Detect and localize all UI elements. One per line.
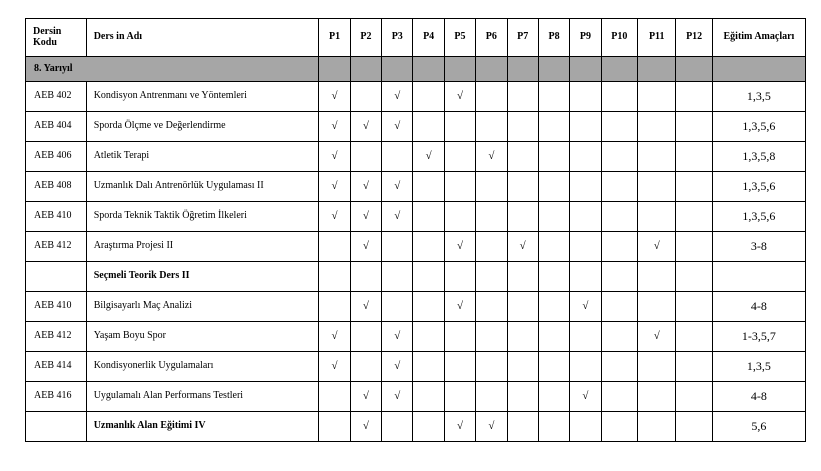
outcome-cell-p10 (601, 262, 637, 292)
outcome-cell-p5 (444, 112, 475, 142)
outcome-cell-p12 (676, 232, 712, 262)
empty-cell (382, 57, 413, 82)
outcome-cell-p10 (601, 172, 637, 202)
goals-cell (712, 262, 805, 292)
course-code: AEB 412 (26, 322, 87, 352)
header-p7: P7 (507, 19, 538, 57)
outcome-cell-p2 (350, 322, 381, 352)
header-course-code: Dersin Kodu (26, 19, 87, 57)
outcome-cell-p7 (507, 112, 538, 142)
outcome-cell-p10 (601, 412, 637, 442)
goals-cell: 4-8 (712, 382, 805, 412)
header-p3: P3 (382, 19, 413, 57)
header-p10: P10 (601, 19, 637, 57)
goals-cell: 1,3,5,8 (712, 142, 805, 172)
outcome-cell-p2 (350, 262, 381, 292)
outcome-cell-p7 (507, 262, 538, 292)
header-goals: Eğitim Amaçları (712, 19, 805, 57)
outcome-cell-p3: √ (382, 82, 413, 112)
course-code: AEB 404 (26, 112, 87, 142)
outcome-cell-p2: √ (350, 382, 381, 412)
course-name: Kondisyonerlik Uygulamaları (86, 352, 319, 382)
course-name: Atletik Terapi (86, 142, 319, 172)
outcome-cell-p7 (507, 82, 538, 112)
course-code: AEB 416 (26, 382, 87, 412)
outcome-cell-p6 (476, 202, 507, 232)
header-p4: P4 (413, 19, 444, 57)
table-row (26, 382, 806, 412)
outcome-cell-p2 (350, 352, 381, 382)
outcome-cell-p2: √ (350, 232, 381, 262)
outcome-cell-p11 (638, 172, 676, 202)
outcome-cell-p11 (638, 412, 676, 442)
outcome-cell-p12 (676, 112, 712, 142)
outcome-cell-p4 (413, 382, 444, 412)
course-code: AEB 414 (26, 352, 87, 382)
outcome-cell-p6: √ (476, 142, 507, 172)
outcome-cell-p7 (507, 382, 538, 412)
outcome-cell-p12 (676, 202, 712, 232)
outcome-cell-p8 (538, 412, 569, 442)
course-name: Sporda Teknik Taktik Öğretim İlkeleri (86, 202, 319, 232)
outcome-cell-p3 (382, 412, 413, 442)
outcome-cell-p12 (676, 172, 712, 202)
table-row (26, 232, 806, 262)
outcome-cell-p3: √ (382, 352, 413, 382)
goals-cell: 1,3,5,6 (712, 112, 805, 142)
outcome-cell-p2 (350, 82, 381, 112)
outcome-cell-p9 (570, 82, 601, 112)
outcome-cell-p5 (444, 142, 475, 172)
empty-cell (638, 57, 676, 82)
course-name: Bilgisayarlı Maç Analizi (86, 292, 319, 322)
course-name: Araştırma Projesi II (86, 232, 319, 262)
table-row (26, 112, 806, 142)
outcome-cell-p4 (413, 352, 444, 382)
outcome-cell-p4 (413, 112, 444, 142)
goals-cell: 5,6 (712, 412, 805, 442)
outcome-cell-p6 (476, 322, 507, 352)
outcome-cell-p6 (476, 262, 507, 292)
outcome-cell-p9 (570, 262, 601, 292)
outcome-cell-p8 (538, 352, 569, 382)
outcome-cell-p2: √ (350, 112, 381, 142)
outcome-cell-p3: √ (382, 202, 413, 232)
outcome-cell-p6 (476, 232, 507, 262)
outcome-cell-p5: √ (444, 412, 475, 442)
outcome-cell-p4 (413, 232, 444, 262)
course-name: Uzmanlık Dalı Antrenörlük Uygulaması II (86, 172, 319, 202)
outcome-cell-p9: √ (570, 292, 601, 322)
outcome-cell-p10 (601, 202, 637, 232)
header-p12: P12 (676, 19, 712, 57)
header-p8: P8 (538, 19, 569, 57)
empty-cell (712, 57, 805, 82)
header-p9: P9 (570, 19, 601, 57)
outcome-cell-p1: √ (319, 112, 350, 142)
outcome-cell-p9 (570, 352, 601, 382)
course-code (26, 412, 87, 442)
outcome-cell-p10 (601, 382, 637, 412)
outcome-cell-p5 (444, 172, 475, 202)
outcome-cell-p3: √ (382, 112, 413, 142)
outcome-cell-p2: √ (350, 292, 381, 322)
table-row (26, 142, 806, 172)
semester-row (26, 57, 806, 82)
outcome-cell-p11 (638, 112, 676, 142)
outcome-cell-p9 (570, 232, 601, 262)
table-row (26, 82, 806, 112)
outcome-cell-p9 (570, 322, 601, 352)
outcome-cell-p10 (601, 142, 637, 172)
table-row (26, 322, 806, 352)
outcome-cell-p11 (638, 82, 676, 112)
outcome-cell-p10 (601, 82, 637, 112)
outcome-cell-p9 (570, 142, 601, 172)
outcome-cell-p6 (476, 382, 507, 412)
section-title: Uzmanlık Alan Eğitimi IV (86, 412, 319, 442)
outcome-cell-p11 (638, 202, 676, 232)
header-p5: P5 (444, 19, 475, 57)
empty-cell (350, 57, 381, 82)
outcome-cell-p7 (507, 202, 538, 232)
outcome-cell-p3 (382, 142, 413, 172)
outcome-cell-p8 (538, 322, 569, 352)
outcome-cell-p8 (538, 82, 569, 112)
empty-cell (444, 57, 475, 82)
outcome-cell-p12 (676, 142, 712, 172)
outcome-cell-p10 (601, 352, 637, 382)
outcome-cell-p3: √ (382, 172, 413, 202)
outcome-cell-p1: √ (319, 172, 350, 202)
outcome-cell-p12 (676, 322, 712, 352)
outcome-cell-p3 (382, 232, 413, 262)
course-name: Sporda Ölçme ve Değerlendirme (86, 112, 319, 142)
empty-cell (413, 57, 444, 82)
semester-label: 8. Yarıyıl (26, 57, 319, 82)
outcome-cell-p8 (538, 202, 569, 232)
header-p11: P11 (638, 19, 676, 57)
outcome-cell-p11 (638, 382, 676, 412)
outcome-cell-p1: √ (319, 142, 350, 172)
section-row (26, 262, 806, 292)
header-course-name: Ders in Adı (86, 19, 319, 57)
outcome-cell-p5 (444, 352, 475, 382)
outcome-cell-p11 (638, 292, 676, 322)
outcome-cell-p5: √ (444, 232, 475, 262)
goals-cell: 4-8 (712, 292, 805, 322)
outcome-cell-p8 (538, 382, 569, 412)
outcome-cell-p7 (507, 412, 538, 442)
course-code (26, 262, 87, 292)
outcome-cell-p1 (319, 262, 350, 292)
outcome-cell-p9: √ (570, 382, 601, 412)
outcome-cell-p12 (676, 262, 712, 292)
course-name: Uygulamalı Alan Performans Testleri (86, 382, 319, 412)
outcome-cell-p1 (319, 232, 350, 262)
outcome-cell-p6 (476, 352, 507, 382)
outcome-cell-p7 (507, 172, 538, 202)
outcome-cell-p1 (319, 382, 350, 412)
outcome-cell-p7 (507, 322, 538, 352)
outcome-cell-p10 (601, 322, 637, 352)
course-name: Kondisyon Antrenmanı ve Yöntemleri (86, 82, 319, 112)
outcome-cell-p9 (570, 412, 601, 442)
course-code: AEB 410 (26, 292, 87, 322)
outcome-cell-p7 (507, 292, 538, 322)
outcome-cell-p7: √ (507, 232, 538, 262)
outcome-cell-p6 (476, 292, 507, 322)
outcome-cell-p1: √ (319, 82, 350, 112)
goals-cell: 1,3,5,6 (712, 202, 805, 232)
outcome-cell-p4 (413, 202, 444, 232)
outcome-cell-p11 (638, 352, 676, 382)
empty-cell (601, 57, 637, 82)
outcome-cell-p2: √ (350, 412, 381, 442)
table-row (26, 172, 806, 202)
outcome-cell-p6 (476, 172, 507, 202)
outcome-cell-p9 (570, 172, 601, 202)
outcome-cell-p8 (538, 172, 569, 202)
goals-cell: 1,3,5 (712, 82, 805, 112)
empty-cell (570, 57, 601, 82)
outcome-cell-p8 (538, 142, 569, 172)
header-row (26, 19, 806, 57)
empty-cell (676, 57, 712, 82)
outcome-cell-p2: √ (350, 172, 381, 202)
table-row (26, 352, 806, 382)
outcome-cell-p10 (601, 112, 637, 142)
outcome-cell-p11 (638, 262, 676, 292)
outcome-cell-p4 (413, 262, 444, 292)
goals-cell: 1,3,5 (712, 352, 805, 382)
outcome-cell-p5 (444, 382, 475, 412)
outcome-cell-p1 (319, 292, 350, 322)
outcome-cell-p5 (444, 322, 475, 352)
outcome-cell-p8 (538, 292, 569, 322)
outcome-cell-p6 (476, 112, 507, 142)
outcome-cell-p3 (382, 262, 413, 292)
outcome-cell-p7 (507, 352, 538, 382)
outcome-cell-p4 (413, 82, 444, 112)
outcome-cell-p4 (413, 292, 444, 322)
outcome-cell-p10 (601, 232, 637, 262)
outcome-cell-p5: √ (444, 82, 475, 112)
outcome-cell-p8 (538, 112, 569, 142)
goals-cell: 1,3,5,6 (712, 172, 805, 202)
outcome-cell-p8 (538, 232, 569, 262)
course-code: AEB 412 (26, 232, 87, 262)
outcome-cell-p12 (676, 382, 712, 412)
section-row (26, 412, 806, 442)
outcome-cell-p12 (676, 352, 712, 382)
course-code: AEB 408 (26, 172, 87, 202)
outcome-cell-p1: √ (319, 322, 350, 352)
outcome-cell-p4 (413, 412, 444, 442)
outcome-cell-p1 (319, 412, 350, 442)
outcome-cell-p4: √ (413, 142, 444, 172)
header-p1: P1 (319, 19, 350, 57)
outcome-cell-p8 (538, 262, 569, 292)
outcome-cell-p4 (413, 322, 444, 352)
outcome-cell-p12 (676, 292, 712, 322)
empty-cell (476, 57, 507, 82)
course-code: AEB 406 (26, 142, 87, 172)
outcome-cell-p5: √ (444, 292, 475, 322)
outcome-cell-p3: √ (382, 382, 413, 412)
outcome-cell-p6 (476, 82, 507, 112)
outcome-cell-p3 (382, 292, 413, 322)
outcome-cell-p3: √ (382, 322, 413, 352)
course-code: AEB 410 (26, 202, 87, 232)
outcome-cell-p4 (413, 172, 444, 202)
outcome-cell-p5 (444, 262, 475, 292)
goals-cell: 1-3,5,7 (712, 322, 805, 352)
course-outcomes-table (25, 18, 806, 442)
section-title: Seçmeli Teorik Ders II (86, 262, 319, 292)
outcome-cell-p1: √ (319, 202, 350, 232)
header-p6: P6 (476, 19, 507, 57)
empty-cell (319, 57, 350, 82)
course-name: Yaşam Boyu Spor (86, 322, 319, 352)
outcome-cell-p1: √ (319, 352, 350, 382)
empty-cell (538, 57, 569, 82)
outcome-cell-p9 (570, 112, 601, 142)
outcome-cell-p10 (601, 292, 637, 322)
outcome-cell-p11: √ (638, 232, 676, 262)
goals-cell: 3-8 (712, 232, 805, 262)
outcome-cell-p11: √ (638, 322, 676, 352)
outcome-cell-p2 (350, 142, 381, 172)
empty-cell (507, 57, 538, 82)
table-body (26, 57, 806, 442)
outcome-cell-p5 (444, 202, 475, 232)
outcome-cell-p12 (676, 82, 712, 112)
outcome-cell-p9 (570, 202, 601, 232)
outcome-cell-p7 (507, 142, 538, 172)
table-row (26, 202, 806, 232)
outcome-cell-p6: √ (476, 412, 507, 442)
header-p2: P2 (350, 19, 381, 57)
outcome-cell-p2: √ (350, 202, 381, 232)
course-code: AEB 402 (26, 82, 87, 112)
outcome-cell-p12 (676, 412, 712, 442)
table-row (26, 292, 806, 322)
outcome-cell-p11 (638, 142, 676, 172)
course-outcomes-table-container (25, 18, 806, 442)
